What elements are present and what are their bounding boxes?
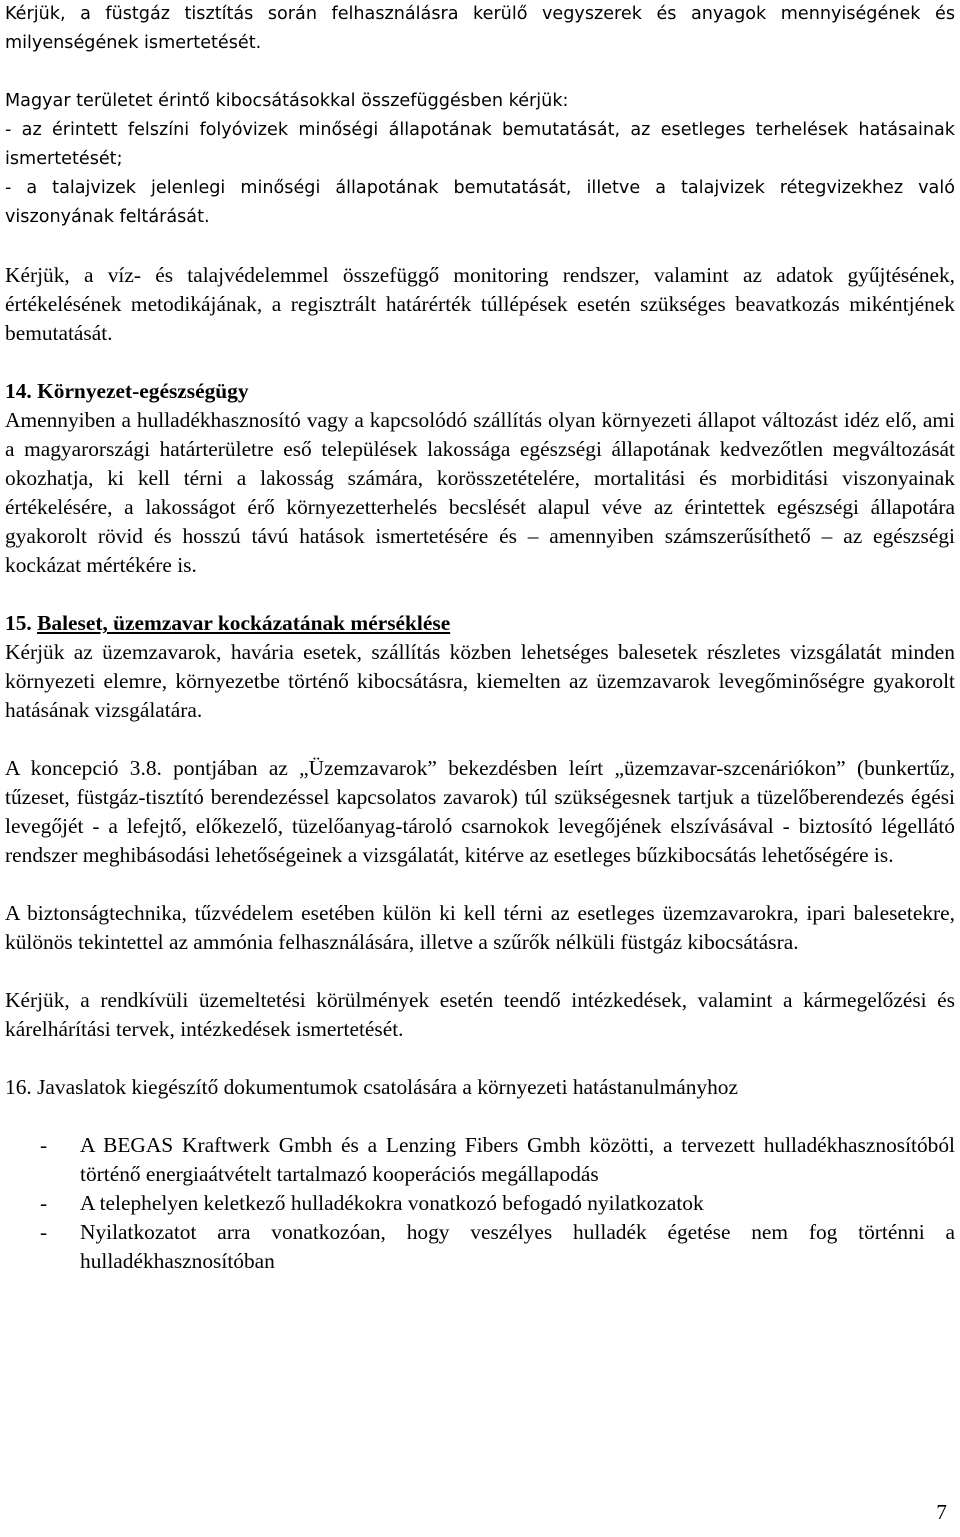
document-page xyxy=(5,0,955,1537)
list-dash: - xyxy=(40,1191,48,1215)
list-item-text: Nyilatkozatot arra vonatkozóan, hogy veszélyes hulladék égetése nem fog történni a hulladékhasznosítóban xyxy=(80,1220,955,1273)
list-dash: - xyxy=(40,1220,48,1244)
hungarian-emissions-line-2: - az érintett felszíni folyóvizek minőségi állapotának bemutatását, az esetleges terhelések hatásainak ismertetését; xyxy=(5,120,955,169)
section-15-body-2: A koncepció 3.8. pontjában az „Üzemzavarok” bekezdésben leírt „üzemzavar-szcenáriókon” (bunkertűz, tűzeset, füstgáz-tisztító berendezéssel kapcsolatos zavarok) túl szükségesnek tartjuk a tüzelőberendezés égési levegőjét - a lefejtő, előkezelő, tüzelőanyag-tároló csarnokok levegőjének elszívásával - biztosító légellátó rendszer meghibásodási lehetőségeinek a vizsgálatát, kitérve az esetleges bűzkibocsátás lehetőségére is. xyxy=(5,756,955,867)
intro-section xyxy=(5,0,955,348)
section-14-number: 14. xyxy=(5,379,32,403)
list-dash: - xyxy=(40,1133,48,1157)
section-14 xyxy=(5,377,955,580)
section-16-heading: 16. Javaslatok kiegészítő dokumentumok csatolására a környezeti hatástanulmányhoz xyxy=(5,1075,738,1099)
section-15 xyxy=(5,609,955,1044)
list-item xyxy=(5,1218,955,1276)
list-item xyxy=(5,1189,955,1218)
fuel-gas-chemicals-paragraph: Kérjük, a füstgáz tisztítás során felhasználásra kerülő vegyszerek és anyagok mennyiségének és milyenségének ismertetését. xyxy=(5,4,955,53)
section-15-number: 15. xyxy=(5,611,32,635)
list-item xyxy=(5,1131,955,1189)
hungarian-emissions-line-3: - a talajvizek jelenlegi minőségi állapotának bemutatását, illetve a talajvizek rétegvizekhez való viszonyának feltárását. xyxy=(5,178,955,227)
section-14-body: Amennyiben a hulladékhasznosító vagy a kapcsolódó szállítás olyan környezeti állapot változást idéz elő, ami a magyarországi határterületre eső települések lakossága egészségi állapotának kedvezőtlen megváltozását okozhatja, ki kell térni a lakosság számára, korösszetételére, mortalitási és morbiditási viszonyainak értékelésére, a lakosságot érő környezetterhelés becslését alapul véve az érintettek egészségi állapotára gyakorolt rövid és hosszú távú hatások ismertetésére és – amennyiben számszerűsíthető – az egészségi kockázat mértékére is. xyxy=(5,408,955,577)
section-15-body-3: A biztonságtechnika, tűzvédelem esetében külön ki kell térni az esetleges üzemzavarokra, ipari balesetekre, különös tekintettel az ammónia felhasználására, illetve a szűrők nélküli füstgáz kibocsátásra. xyxy=(5,901,955,954)
hungarian-emissions-line-1: Magyar területet érintő kibocsátásokkal összefüggésben kérjük: xyxy=(5,91,569,111)
monitoring-paragraph: Kérjük, a víz- és talajvédelemmel összefüggő monitoring rendszer, valamint az adatok gyűjtésének, értékelésének metodikájának, a regisztrált határérték túllépések esetén szükséges beavatkozás mikéntjének bemutatását. xyxy=(5,263,955,345)
section-15-body-1: Kérjük az üzemzavarok, havária esetek, szállítás közben lehetséges balesetek részletes vizsgálatát minden környezeti elemre, környezetbe történő kibocsátásra, kiemelten az üzemzavarok levegőminőségre gyakorolt hatásának vizsgálatára. xyxy=(5,640,955,722)
section-14-heading xyxy=(5,377,955,406)
section-14-title: Környezet-egészségügy xyxy=(37,379,249,403)
list-item-text: A BEGAS Kraftwerk Gmbh és a Lenzing Fibers Gmbh közötti, a tervezett hulladékhasznosítóból történő energiaátvételt tartalmazó kooperációs megállapodás xyxy=(80,1133,955,1186)
section-15-heading xyxy=(5,609,955,638)
attachments-list xyxy=(5,1131,955,1276)
section-15-body-4: Kérjük, a rendkívüli üzemeltetési körülmények esetén teendő intézkedések, valamint a kármegelőzési és kárelhárítási tervek, intézkedések ismertetését. xyxy=(5,988,955,1041)
page-number: 7 xyxy=(936,1500,947,1524)
list-item-text: A telephelyen keletkező hulladékokra vonatkozó befogadó nyilatkozatok xyxy=(80,1191,704,1215)
section-15-title: Baleset, üzemzavar kockázatának mérséklése xyxy=(37,611,451,635)
section-16 xyxy=(5,1073,955,1276)
